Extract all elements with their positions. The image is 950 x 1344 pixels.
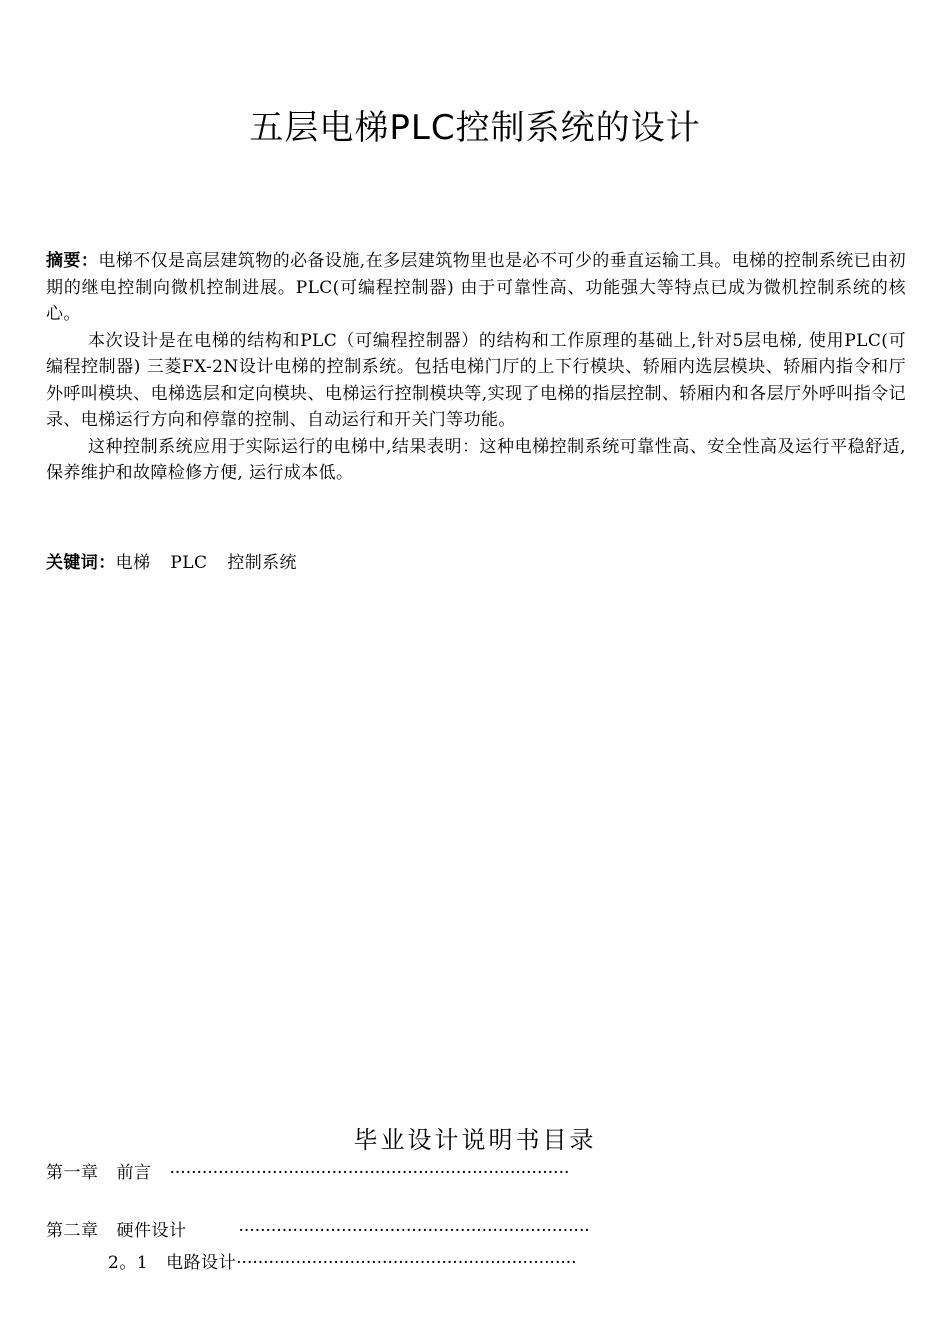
toc-title: 毕业设计说明书目录 [353, 1126, 597, 1154]
keyword-2: PLC [170, 553, 208, 573]
abstract-section [46, 248, 906, 487]
toc-entry-leader: ······························································· [236, 1253, 577, 1273]
toc-entry-number: 第一章 [46, 1163, 99, 1183]
toc-entry-text: 电路设计 [166, 1253, 237, 1273]
abstract-paragraph-2: 本次设计是在电梯的结构和PLC（可编程控制器）的结构和工作原理的基础上,针对5层电梯, 使用PLC(可编程控制器) 三菱FX-2N设计电梯的控制系统。包括电梯门厅的上下行模块、轿厢内选层模块、轿厢内指令和厅外呼叫模块、电梯选层和定向模块、电梯运行控制模块等,实现了电梯的指层控制、轿厢内和各层厅外呼叫指令记录、电梯运行方向和停靠的控制、自动运行和开关门等功能。 [46, 330, 906, 430]
toc-entry-leader: ·········································································· [169, 1163, 570, 1183]
abstract-label: 摘要： [46, 251, 99, 271]
toc-entry-2[interactable] [46, 1216, 590, 1241]
toc-entry-text: 硬件设计 [116, 1221, 187, 1241]
keywords-label: 关键词： [46, 553, 116, 573]
toc-entry-number: 2。1 [108, 1253, 149, 1273]
toc-entry-leader: ································································· [238, 1221, 590, 1241]
keyword-3: 控制系统 [227, 553, 297, 573]
toc-entry-number: 第二章 [46, 1221, 99, 1241]
keyword-1: 电梯 [115, 553, 151, 573]
toc-entry-text: 前言 [116, 1163, 152, 1183]
toc-entry-3[interactable] [108, 1248, 577, 1273]
abstract-paragraph-3: 这种控制系统应用于实际运行的电梯中,结果表明：这种电梯控制系统可靠性高、安全性高及运行平稳舒适, 保养维护和故障检修方便, 运行成本低。 [46, 436, 906, 483]
abstract-text-1: 电梯不仅是高层建筑物的必备设施,在多层建筑物里也是必不可少的垂直运输工具。电梯的控制系统已由初期的继电控制向微机控制进展。PLC(可编程控制器) 由于可靠性高、功能强大等特点已成为微机控制系统的核心。 [46, 251, 907, 324]
toc-entry-1[interactable] [46, 1158, 569, 1183]
document-title: 五层电梯PLC控制系统的设计 [249, 108, 701, 148]
keywords-line [46, 548, 906, 573]
abstract-paragraph-1 [46, 248, 906, 328]
